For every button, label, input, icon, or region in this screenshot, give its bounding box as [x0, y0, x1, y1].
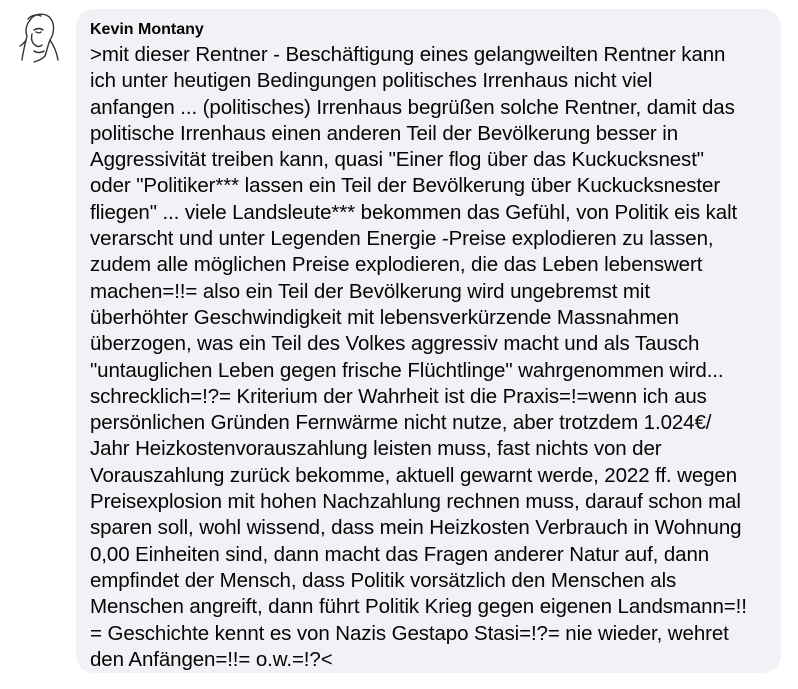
- sketched-face-avatar-icon: [14, 10, 64, 64]
- comment-bubble: [76, 9, 781, 673]
- comment-author-name[interactable]: Kevin Montany: [90, 21, 204, 38]
- comment-body-text: >mit dieser Rentner - Beschäftigung eines gelangweilten Rentner kann ich unter heutigen Bedingungen politisches Irrenhaus nicht viel anfangen ... (politisches) Irrenhaus begrüßen solche Rentner, damit das politische Irrenhaus einen anderen Teil der Bevölkerung besser in Aggressivität treiben kann, quasi "Einer flog über das Kuckucksnest" oder "Politiker*** lassen ein Teil der Bevölkerung über Kuckucksnester fliegen" ... viele Landsleute*** bekommen das Gefühl, von Politik eis kalt verarscht und unter Legenden Energie -Preise explodieren zu lassen, zudem alle möglichen Preise explodieren, die das Leben lebenswert machen=!!= also ein Teil der Bevölkerung wird ungebremst mit überhöhter Geschwindigkeit mit lebensverkürzende Massnahmen überzogen, was ein Teil des Volkes aggressiv macht und als Tausch "untauglichen Leben gegen frische Flüchtlinge" wahrgenommen wird... schrecklich=!?= Kriterium der Wahrheit ist die Praxis=!=wenn ich aus persönlichen Gründen Fernwärme nicht nutze, aber trotzdem 1.024€/ Jahr Heizkostenvorauszahlung leisten muss, fast nichts von der Vorauszahlung zurück bekomme, aktuell gewarnt werde, 2022 ff. wegen Preisexplosion mit hohen Nachzahlung rechnen muss, darauf schon mal sparen soll, wohl wissend, dass mein Heizkosten Verbrauch in Wohnung 0,00 Einheiten sind, dann macht das Fragen anderer Natur auf, dann empfindet der Mensch, dass Politik vorsätzlich den Menschen als Menschen angreift, dann führt Politik Krieg gegen eigenen Landsmann=!! = Geschichte kennt es von Nazis Gestapo Stasi=!?= nie wieder, wehret den Anfängen=!!= o.w.=!?<: [90, 43, 747, 671]
- avatar[interactable]: [14, 10, 64, 64]
